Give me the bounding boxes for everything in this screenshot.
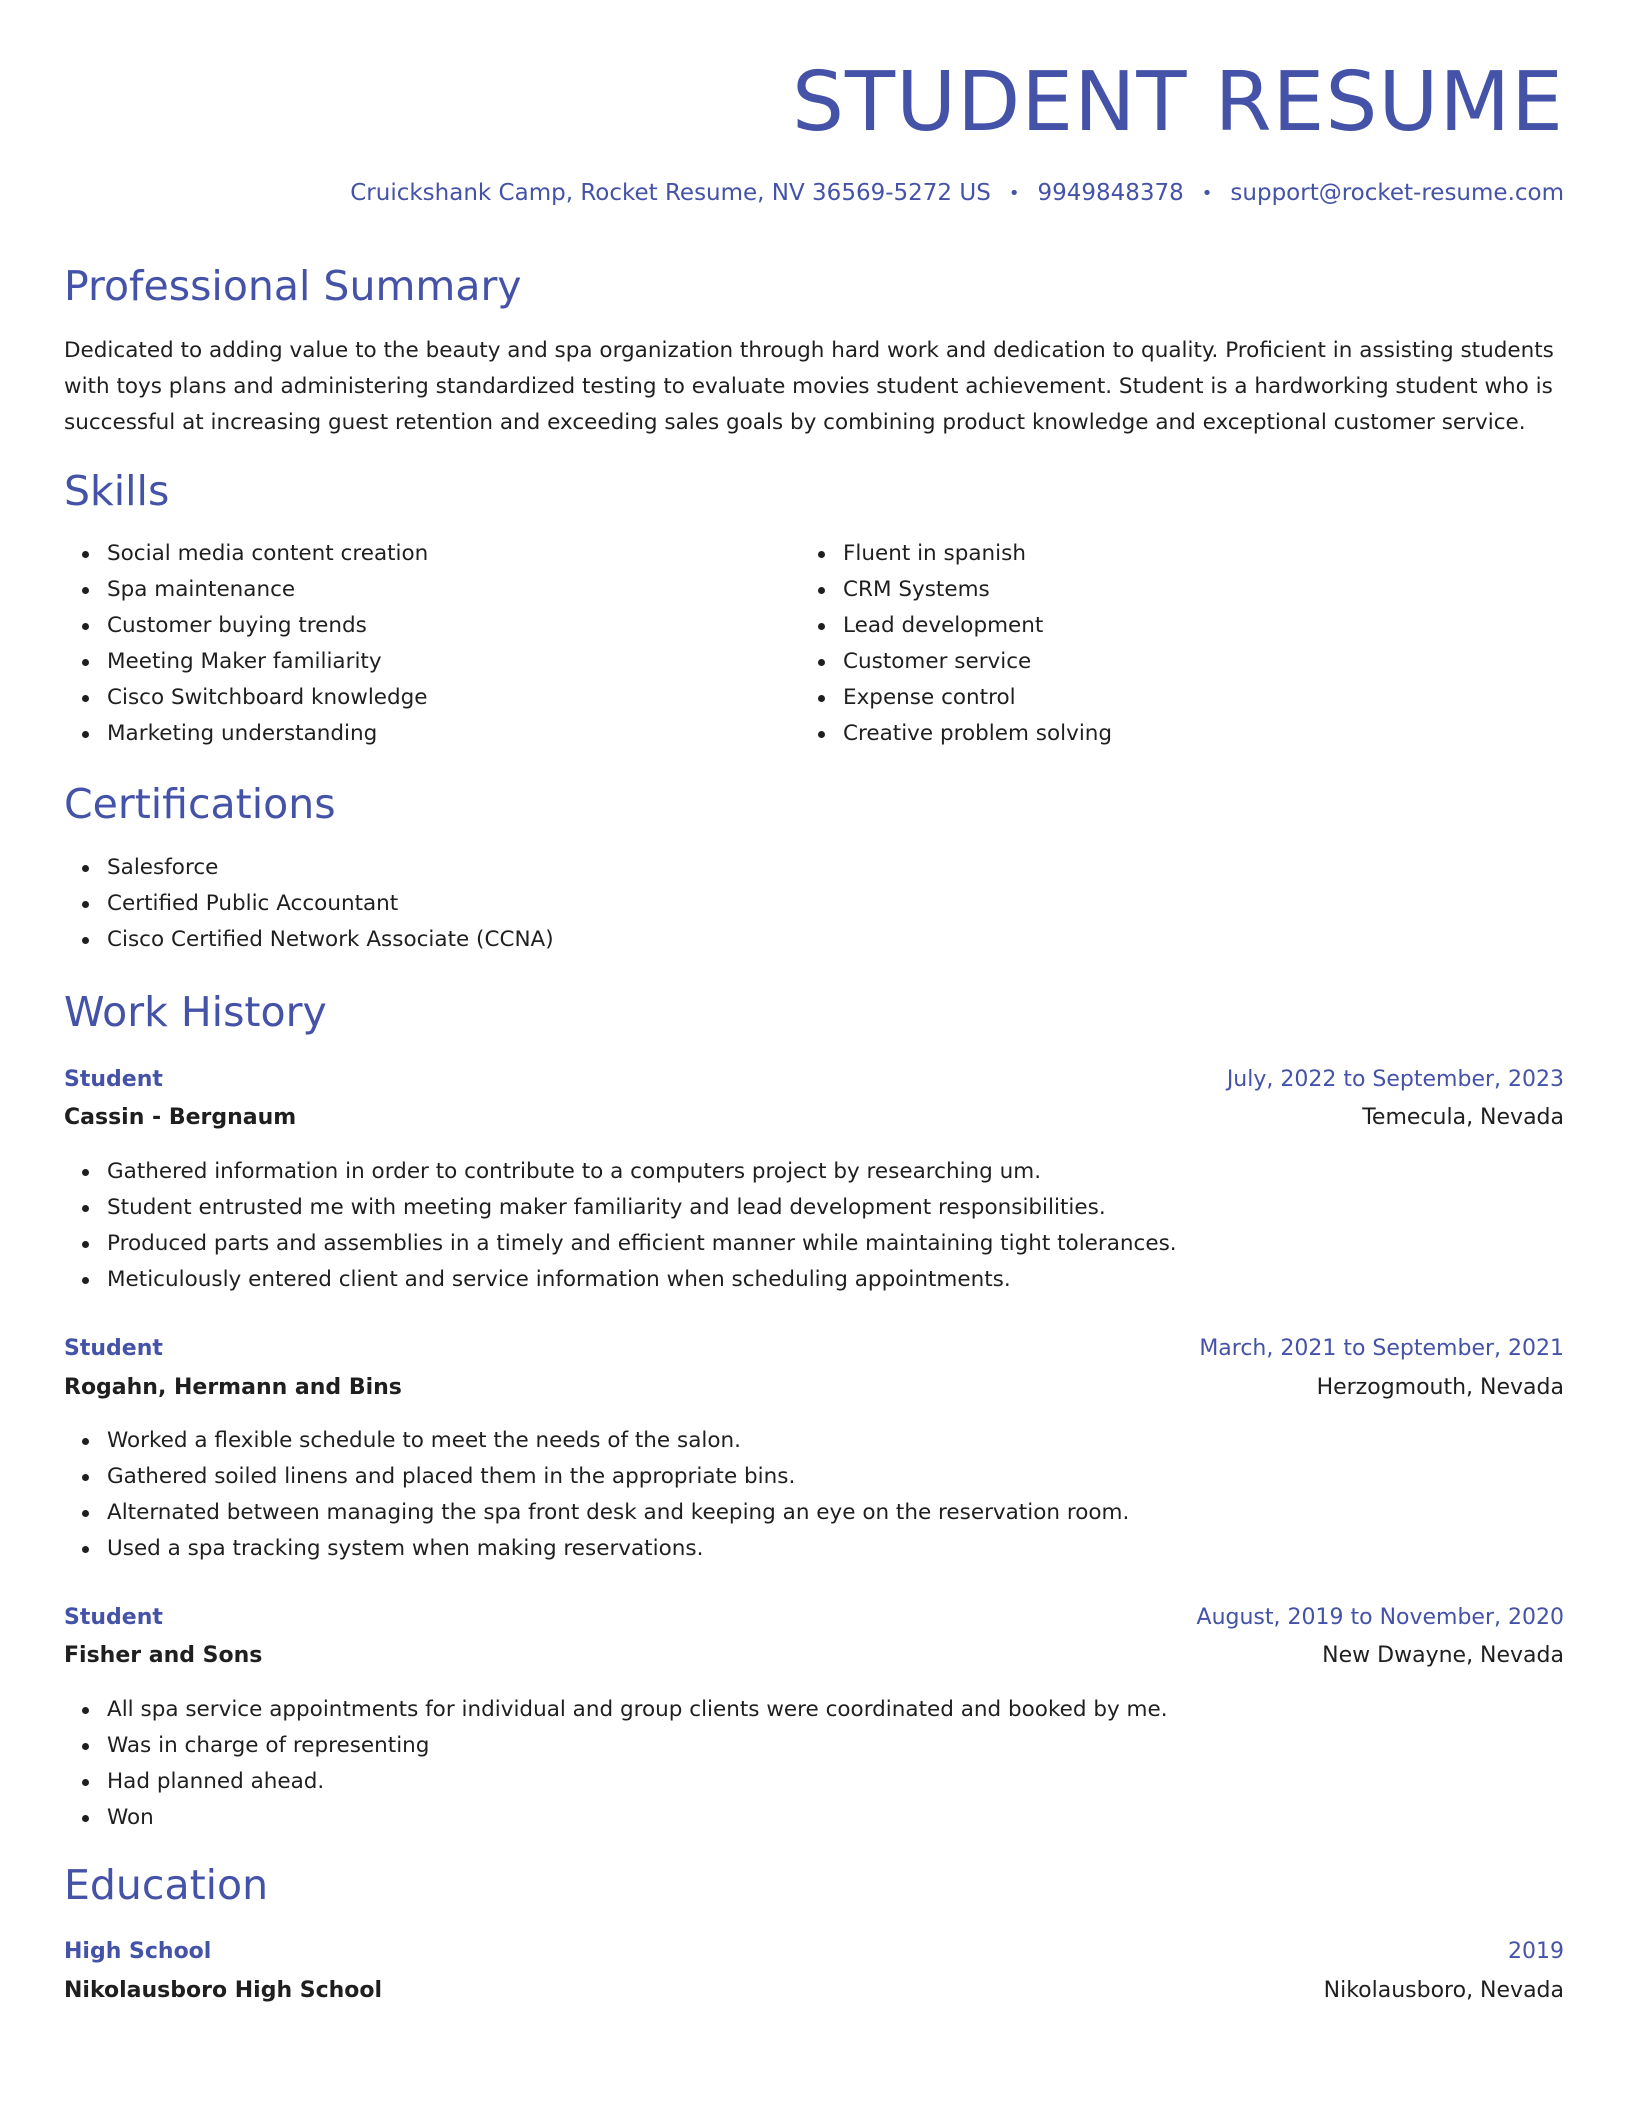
list-item: Customer buying trends bbox=[107, 608, 428, 644]
education-header bbox=[64, 1934, 1564, 1970]
job-dates: March, 2021 to September, 2021 bbox=[1199, 1336, 1564, 1361]
job-location: Temecula, Nevada bbox=[1362, 1105, 1564, 1130]
list-item: Meeting Maker familiarity bbox=[107, 644, 428, 680]
skills-list-left bbox=[64, 536, 428, 752]
list-item: Creative problem solving bbox=[843, 716, 1112, 752]
job-company-row bbox=[64, 1370, 1564, 1406]
resume-title: STUDENT RESUME bbox=[791, 55, 1564, 150]
contact-separator: • bbox=[1008, 182, 1020, 204]
job-company-row bbox=[64, 1638, 1564, 1674]
list-item: Worked a flexible schedule to meet the needs of the salon. bbox=[107, 1423, 1129, 1459]
job-bullets bbox=[64, 1154, 1177, 1298]
list-item: Certified Public Accountant bbox=[107, 886, 554, 922]
list-item: Won bbox=[107, 1800, 1168, 1836]
job-title: Student bbox=[64, 1336, 163, 1361]
job-company: Rogahn, Hermann and Bins bbox=[64, 1375, 402, 1400]
skills-list-right bbox=[800, 536, 1112, 752]
education-location: Nikolausboro, Nevada bbox=[1323, 1978, 1564, 2003]
job-header bbox=[64, 1600, 1564, 1636]
certifications-heading: Certifications bbox=[64, 780, 336, 828]
list-item: Salesforce bbox=[107, 850, 554, 886]
list-item: Lead development bbox=[843, 608, 1112, 644]
list-item: Student entrusted me with meeting maker familiarity and lead development responsibilities. bbox=[107, 1190, 1177, 1226]
summary-heading: Professional Summary bbox=[64, 262, 522, 310]
list-item: Cisco Certified Network Associate (CCNA) bbox=[107, 922, 554, 958]
list-item: Was in charge of representing bbox=[107, 1728, 1168, 1764]
list-item: CRM Systems bbox=[843, 572, 1112, 608]
job-location: Herzogmouth, Nevada bbox=[1316, 1375, 1564, 1400]
job-title: Student bbox=[64, 1605, 163, 1630]
list-item: Produced parts and assemblies in a timely and efficient manner while maintaining tight tolerances. bbox=[107, 1226, 1177, 1262]
list-item: Expense control bbox=[843, 680, 1112, 716]
job-header bbox=[64, 1331, 1564, 1367]
list-item: Cisco Switchboard knowledge bbox=[107, 680, 428, 716]
education-school: Nikolausboro High School bbox=[64, 1978, 383, 2003]
contact-separator: • bbox=[1201, 182, 1213, 204]
education-heading: Education bbox=[64, 1861, 269, 1909]
education-year: 2019 bbox=[1508, 1939, 1564, 1964]
job-title: Student bbox=[64, 1067, 163, 1092]
list-item: Gathered soiled linens and placed them in the appropriate bins. bbox=[107, 1459, 1129, 1495]
job-header bbox=[64, 1062, 1564, 1098]
list-item: Alternated between managing the spa front desk and keeping an eye on the reservation room. bbox=[107, 1495, 1129, 1531]
work-history-heading: Work History bbox=[64, 988, 327, 1036]
skills-heading: Skills bbox=[64, 467, 170, 515]
contact-address: Cruickshank Camp, Rocket Resume, NV 36569-5272 US bbox=[350, 180, 991, 206]
list-item: Gathered information in order to contribute to a computers project by researching um. bbox=[107, 1154, 1177, 1190]
job-bullets bbox=[64, 1692, 1168, 1836]
contact-email: support@rocket-resume.com bbox=[1230, 180, 1564, 206]
list-item: Spa maintenance bbox=[107, 572, 428, 608]
job-bullets bbox=[64, 1423, 1129, 1567]
education-degree: High School bbox=[64, 1939, 212, 1964]
contact-phone: 9949848378 bbox=[1037, 180, 1184, 206]
list-item: Social media content creation bbox=[107, 536, 428, 572]
contact-line bbox=[350, 180, 1564, 206]
summary-text: Dedicated to adding value to the beauty and spa organization through hard work and dedication to quality. Proficient in assisting students with toys plans and administering standardized testing to evaluate movies student achievement. Student is a hardworking student who is successful at increasing guest retention and exceeding sales goals by combining product knowledge and exceptional customer service. bbox=[64, 338, 1554, 435]
list-item: All spa service appointments for individual and group clients were coordinated and booked by me. bbox=[107, 1692, 1168, 1728]
certifications-list bbox=[64, 850, 554, 958]
job-dates: August, 2019 to November, 2020 bbox=[1196, 1605, 1564, 1630]
list-item: Used a spa tracking system when making reservations. bbox=[107, 1531, 1129, 1567]
list-item: Had planned ahead. bbox=[107, 1764, 1168, 1800]
list-item: Fluent in spanish bbox=[843, 536, 1112, 572]
job-company-row bbox=[64, 1100, 1564, 1136]
job-company: Cassin - Bergnaum bbox=[64, 1105, 297, 1130]
job-location: New Dwayne, Nevada bbox=[1322, 1643, 1564, 1668]
list-item: Meticulously entered client and service information when scheduling appointments. bbox=[107, 1262, 1177, 1298]
list-item: Customer service bbox=[843, 644, 1112, 680]
education-school-row bbox=[64, 1973, 1564, 2009]
job-dates: July, 2022 to September, 2023 bbox=[1226, 1067, 1564, 1092]
job-company: Fisher and Sons bbox=[64, 1643, 263, 1668]
list-item: Marketing understanding bbox=[107, 716, 428, 752]
